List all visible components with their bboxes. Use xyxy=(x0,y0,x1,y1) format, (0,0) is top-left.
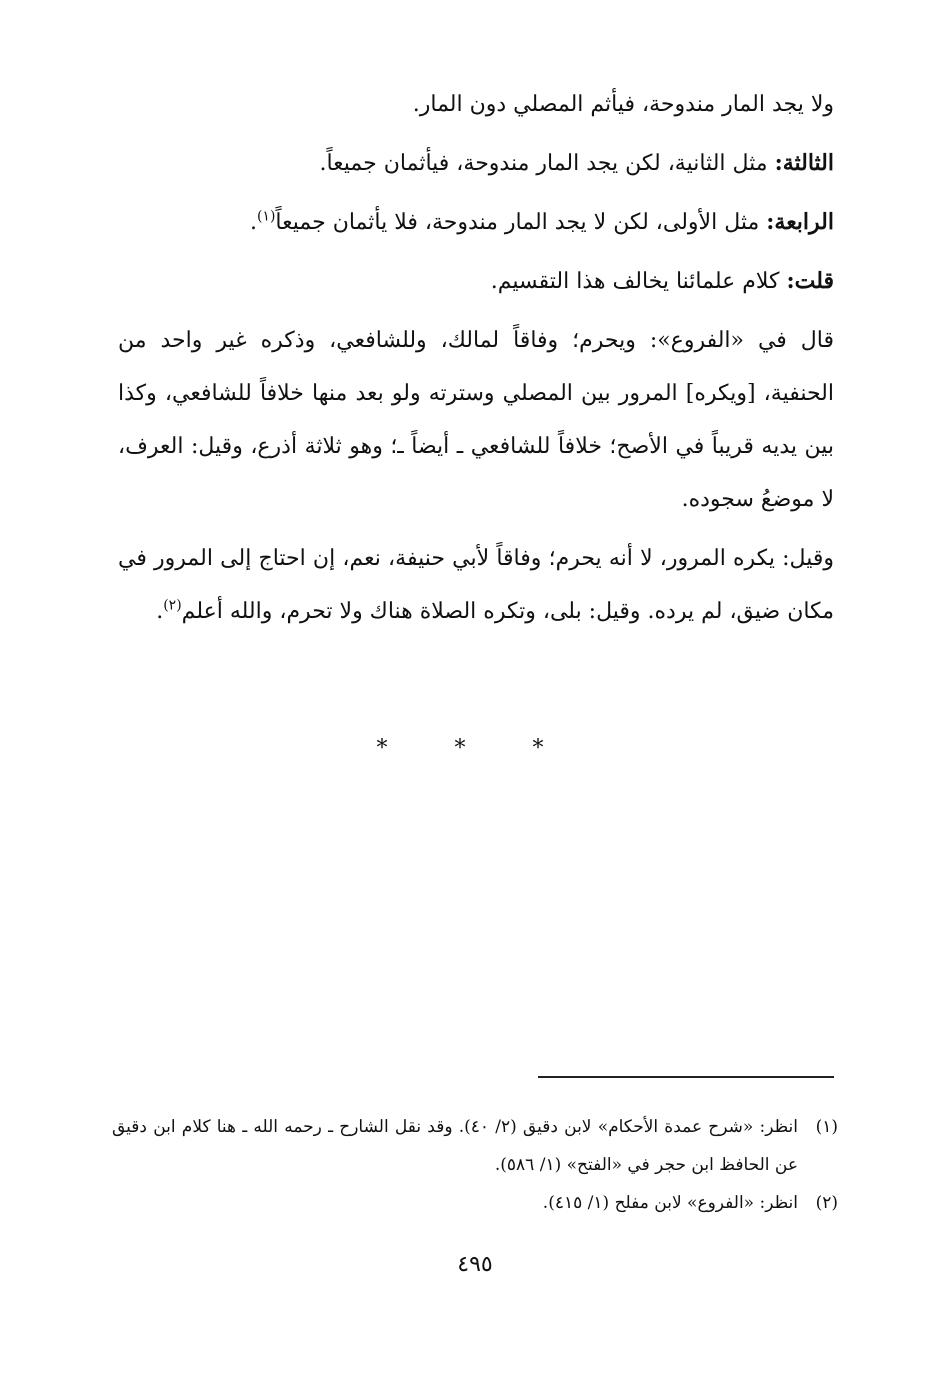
paragraph-3-lead: الرابعة: xyxy=(766,209,834,235)
main-text xyxy=(118,78,834,644)
section-separator: * * * xyxy=(376,736,574,761)
footnote-divider xyxy=(538,1076,834,1078)
paragraph-4-lead: قلت: xyxy=(786,268,834,294)
paragraph-3-text: مثل الأولى، لكن لا يجد المار مندوحة، فلا يأثمان جميعاً xyxy=(275,210,767,235)
footnote-text: انظر: «الفروع» لابن مفلح (١/ ٤١٥). xyxy=(542,1193,798,1213)
footnote-1 xyxy=(112,1108,838,1184)
paragraph-6-end: . xyxy=(156,599,164,624)
paragraph-4 xyxy=(118,255,834,308)
footnote-2 xyxy=(112,1184,838,1222)
page-number: ٤٩٥ xyxy=(457,1252,493,1277)
footnote-number: (١) xyxy=(815,1117,838,1137)
footnote-text: انظر: «شرح عمدة الأحكام» لابن دقيق (٢/ ٤٠). وقد نقل الشارح ـ رحمه الله ـ هنا كلام ابن دقيق عن الحافظ ابن حجر في «الفتح» (١/ ٥٨٦). xyxy=(112,1117,799,1175)
footnote-ref-1[interactable]: (١) xyxy=(256,208,276,225)
paragraph-2 xyxy=(118,137,834,190)
footnote-ref-2[interactable]: (٢) xyxy=(163,597,182,614)
footnote-number: (٢) xyxy=(815,1193,838,1213)
paragraph-3-end: . xyxy=(249,210,257,235)
paragraph-4-text: كلام علمائنا يخالف هذا التقسيم. xyxy=(490,269,787,294)
footnotes xyxy=(112,1108,838,1222)
paragraph-3 xyxy=(118,196,834,249)
paragraph-6 xyxy=(118,532,834,638)
paragraph-5: قال في «الفروع»: ويحرم؛ وفاقاً لمالك، وللشافعي، وذكره غير واحد من الحنفية، [ويكره] المرور بين المصلي وسترته ولو بعد منها خلافاً للشافعي، وكذا بين يديه قريباً في الأصح؛ خلافاً للشافعي ـ أيضاً ـ؛ وهو ثلاثة أذرع، وقيل: العرف، لا موضعُ سجوده. xyxy=(118,328,834,512)
paragraph-2-text: مثل الثانية، لكن يجد المار مندوحة، فيأثمان جميعاً. xyxy=(319,151,775,176)
paragraph-2-lead: الثالثة: xyxy=(774,150,834,176)
paragraph-1: ولا يجد المار مندوحة، فيأثم المصلي دون المار. xyxy=(412,92,834,117)
paragraph-6-text: وقيل: يكره المرور، لا أنه يحرم؛ وفاقاً لأبي حنيفة، نعم، إن احتاج إلى المرور في مكان ضيق، لم يرده. وقيل: بلى، وتكره الصلاة هناك ولا تحرم، والله أعلم xyxy=(118,546,834,624)
